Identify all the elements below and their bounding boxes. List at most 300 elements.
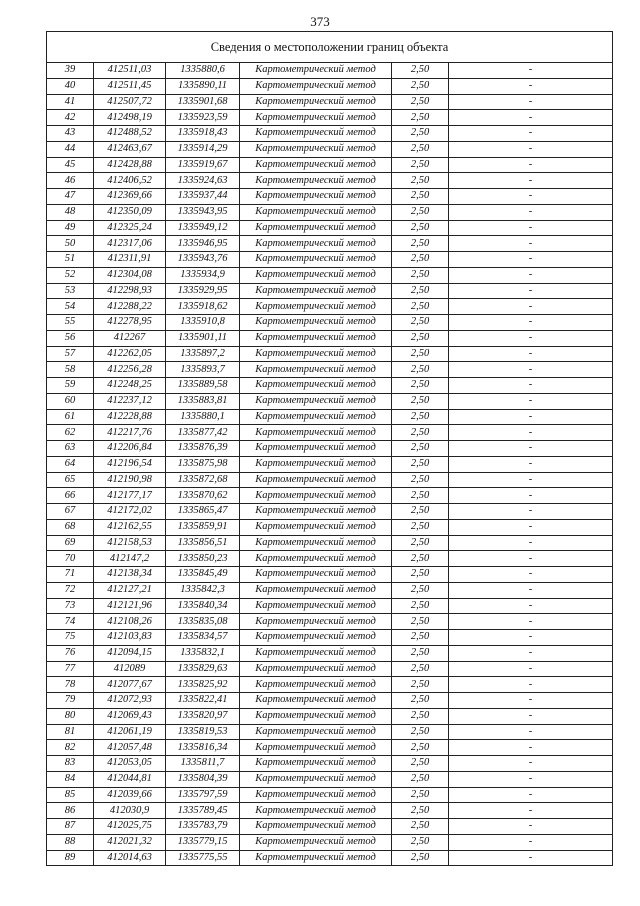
precision-cell: 2,50 bbox=[392, 693, 449, 709]
description-cell: - bbox=[449, 189, 613, 205]
method-cell: Картометрический метод bbox=[240, 441, 392, 457]
method-cell: Картометрический метод bbox=[240, 803, 392, 819]
description-cell: - bbox=[449, 819, 613, 835]
precision-cell: 2,50 bbox=[392, 299, 449, 315]
point-number-cell: 66 bbox=[47, 488, 94, 504]
y-coordinate-cell: 1335804,39 bbox=[166, 771, 240, 787]
precision-cell: 2,50 bbox=[392, 63, 449, 79]
description-cell: - bbox=[449, 630, 613, 646]
table-row bbox=[47, 708, 613, 724]
x-coordinate-cell: 412311,91 bbox=[94, 252, 166, 268]
point-number-cell: 82 bbox=[47, 740, 94, 756]
description-cell: - bbox=[449, 456, 613, 472]
point-number-cell: 76 bbox=[47, 645, 94, 661]
precision-cell: 2,50 bbox=[392, 362, 449, 378]
precision-cell: 2,50 bbox=[392, 771, 449, 787]
precision-cell: 2,50 bbox=[392, 551, 449, 567]
x-coordinate-cell: 412147,2 bbox=[94, 551, 166, 567]
description-cell: - bbox=[449, 834, 613, 850]
y-coordinate-cell: 1335822,41 bbox=[166, 693, 240, 709]
table-row bbox=[47, 425, 613, 441]
method-cell: Картометрический метод bbox=[240, 173, 392, 189]
method-cell: Картометрический метод bbox=[240, 819, 392, 835]
description-cell: - bbox=[449, 267, 613, 283]
y-coordinate-cell: 1335880,6 bbox=[166, 63, 240, 79]
table-row bbox=[47, 614, 613, 630]
description-cell: - bbox=[449, 204, 613, 220]
table-row bbox=[47, 393, 613, 409]
point-number-cell: 72 bbox=[47, 582, 94, 598]
precision-cell: 2,50 bbox=[392, 535, 449, 551]
description-cell: - bbox=[449, 378, 613, 394]
y-coordinate-cell: 1335924,63 bbox=[166, 173, 240, 189]
table-row bbox=[47, 850, 613, 866]
precision-cell: 2,50 bbox=[392, 346, 449, 362]
x-coordinate-cell: 412298,93 bbox=[94, 283, 166, 299]
x-coordinate-cell: 412030,9 bbox=[94, 803, 166, 819]
y-coordinate-cell: 1335929,95 bbox=[166, 283, 240, 299]
x-coordinate-cell: 412317,06 bbox=[94, 236, 166, 252]
x-coordinate-cell: 412350,09 bbox=[94, 204, 166, 220]
y-coordinate-cell: 1335779,15 bbox=[166, 834, 240, 850]
point-number-cell: 61 bbox=[47, 409, 94, 425]
precision-cell: 2,50 bbox=[392, 393, 449, 409]
precision-cell: 2,50 bbox=[392, 78, 449, 94]
precision-cell: 2,50 bbox=[392, 504, 449, 520]
y-coordinate-cell: 1335834,57 bbox=[166, 630, 240, 646]
point-number-cell: 80 bbox=[47, 708, 94, 724]
method-cell: Картометрический метод bbox=[240, 378, 392, 394]
method-cell: Картометрический метод bbox=[240, 346, 392, 362]
precision-cell: 2,50 bbox=[392, 614, 449, 630]
x-coordinate-cell: 412190,98 bbox=[94, 472, 166, 488]
y-coordinate-cell: 1335877,42 bbox=[166, 425, 240, 441]
precision-cell: 2,50 bbox=[392, 283, 449, 299]
method-cell: Картометрический метод bbox=[240, 204, 392, 220]
table-row bbox=[47, 173, 613, 189]
y-coordinate-cell: 1335893,7 bbox=[166, 362, 240, 378]
precision-cell: 2,50 bbox=[392, 252, 449, 268]
y-coordinate-cell: 1335943,76 bbox=[166, 252, 240, 268]
method-cell: Картометрический метод bbox=[240, 740, 392, 756]
x-coordinate-cell: 412162,55 bbox=[94, 519, 166, 535]
y-coordinate-cell: 1335918,62 bbox=[166, 299, 240, 315]
x-coordinate-cell: 412094,15 bbox=[94, 645, 166, 661]
method-cell: Картометрический метод bbox=[240, 330, 392, 346]
method-cell: Картометрический метод bbox=[240, 850, 392, 866]
precision-cell: 2,50 bbox=[392, 236, 449, 252]
method-cell: Картометрический метод bbox=[240, 771, 392, 787]
point-number-cell: 67 bbox=[47, 504, 94, 520]
y-coordinate-cell: 1335937,44 bbox=[166, 189, 240, 205]
x-coordinate-cell: 412138,34 bbox=[94, 567, 166, 583]
point-number-cell: 42 bbox=[47, 110, 94, 126]
point-number-cell: 70 bbox=[47, 551, 94, 567]
method-cell: Картометрический метод bbox=[240, 787, 392, 803]
x-coordinate-cell: 412044,81 bbox=[94, 771, 166, 787]
method-cell: Картометрический метод bbox=[240, 456, 392, 472]
y-coordinate-cell: 1335919,67 bbox=[166, 157, 240, 173]
point-number-cell: 86 bbox=[47, 803, 94, 819]
precision-cell: 2,50 bbox=[392, 378, 449, 394]
y-coordinate-cell: 1335923,59 bbox=[166, 110, 240, 126]
x-coordinate-cell: 412256,28 bbox=[94, 362, 166, 378]
x-coordinate-cell: 412217,76 bbox=[94, 425, 166, 441]
precision-cell: 2,50 bbox=[392, 819, 449, 835]
x-coordinate-cell: 412103,83 bbox=[94, 630, 166, 646]
table-row bbox=[47, 771, 613, 787]
method-cell: Картометрический метод bbox=[240, 724, 392, 740]
y-coordinate-cell: 1335875,98 bbox=[166, 456, 240, 472]
method-cell: Картометрический метод bbox=[240, 519, 392, 535]
description-cell: - bbox=[449, 803, 613, 819]
y-coordinate-cell: 1335910,8 bbox=[166, 315, 240, 331]
precision-cell: 2,50 bbox=[392, 189, 449, 205]
point-number-cell: 55 bbox=[47, 315, 94, 331]
method-cell: Картометрический метод bbox=[240, 551, 392, 567]
table-row bbox=[47, 504, 613, 520]
table-row bbox=[47, 220, 613, 236]
point-number-cell: 51 bbox=[47, 252, 94, 268]
x-coordinate-cell: 412108,26 bbox=[94, 614, 166, 630]
point-number-cell: 69 bbox=[47, 535, 94, 551]
table-row bbox=[47, 519, 613, 535]
table-row bbox=[47, 441, 613, 457]
table-row bbox=[47, 110, 613, 126]
table-row bbox=[47, 267, 613, 283]
x-coordinate-cell: 412014,63 bbox=[94, 850, 166, 866]
x-coordinate-cell: 412206,84 bbox=[94, 441, 166, 457]
point-number-cell: 50 bbox=[47, 236, 94, 252]
method-cell: Картометрический метод bbox=[240, 614, 392, 630]
method-cell: Картометрический метод bbox=[240, 63, 392, 79]
method-cell: Картометрический метод bbox=[240, 708, 392, 724]
x-coordinate-cell: 412196,54 bbox=[94, 456, 166, 472]
description-cell: - bbox=[449, 850, 613, 866]
method-cell: Картометрический метод bbox=[240, 141, 392, 157]
boundary-coordinates-table bbox=[46, 31, 613, 866]
table-row bbox=[47, 283, 613, 299]
precision-cell: 2,50 bbox=[392, 425, 449, 441]
description-cell: - bbox=[449, 173, 613, 189]
description-cell: - bbox=[449, 283, 613, 299]
table-row bbox=[47, 456, 613, 472]
x-coordinate-cell: 412511,03 bbox=[94, 63, 166, 79]
point-number-cell: 73 bbox=[47, 598, 94, 614]
table-row bbox=[47, 236, 613, 252]
description-cell: - bbox=[449, 614, 613, 630]
table-row bbox=[47, 693, 613, 709]
point-number-cell: 64 bbox=[47, 456, 94, 472]
y-coordinate-cell: 1335865,47 bbox=[166, 504, 240, 520]
description-cell: - bbox=[449, 126, 613, 142]
method-cell: Картометрический метод bbox=[240, 110, 392, 126]
x-coordinate-cell: 412077,67 bbox=[94, 677, 166, 693]
y-coordinate-cell: 1335840,34 bbox=[166, 598, 240, 614]
y-coordinate-cell: 1335872,68 bbox=[166, 472, 240, 488]
precision-cell: 2,50 bbox=[392, 519, 449, 535]
x-coordinate-cell: 412228,88 bbox=[94, 409, 166, 425]
table-row bbox=[47, 661, 613, 677]
y-coordinate-cell: 1335889,58 bbox=[166, 378, 240, 394]
description-cell: - bbox=[449, 362, 613, 378]
y-coordinate-cell: 1335819,53 bbox=[166, 724, 240, 740]
precision-cell: 2,50 bbox=[392, 724, 449, 740]
point-number-cell: 68 bbox=[47, 519, 94, 535]
description-cell: - bbox=[449, 661, 613, 677]
precision-cell: 2,50 bbox=[392, 126, 449, 142]
table-row bbox=[47, 756, 613, 772]
table-row bbox=[47, 803, 613, 819]
x-coordinate-cell: 412248,25 bbox=[94, 378, 166, 394]
method-cell: Картометрический метод bbox=[240, 252, 392, 268]
x-coordinate-cell: 412121,96 bbox=[94, 598, 166, 614]
point-number-cell: 65 bbox=[47, 472, 94, 488]
precision-cell: 2,50 bbox=[392, 787, 449, 803]
precision-cell: 2,50 bbox=[392, 315, 449, 331]
x-coordinate-cell: 412237,12 bbox=[94, 393, 166, 409]
table-row bbox=[47, 378, 613, 394]
method-cell: Картометрический метод bbox=[240, 472, 392, 488]
table-row bbox=[47, 598, 613, 614]
y-coordinate-cell: 1335876,39 bbox=[166, 441, 240, 457]
method-cell: Картометрический метод bbox=[240, 834, 392, 850]
description-cell: - bbox=[449, 63, 613, 79]
point-number-cell: 49 bbox=[47, 220, 94, 236]
description-cell: - bbox=[449, 252, 613, 268]
y-coordinate-cell: 1335859,91 bbox=[166, 519, 240, 535]
table-row bbox=[47, 141, 613, 157]
point-number-cell: 45 bbox=[47, 157, 94, 173]
description-cell: - bbox=[449, 567, 613, 583]
precision-cell: 2,50 bbox=[392, 204, 449, 220]
point-number-cell: 46 bbox=[47, 173, 94, 189]
point-number-cell: 83 bbox=[47, 756, 94, 772]
description-cell: - bbox=[449, 535, 613, 551]
point-number-cell: 59 bbox=[47, 378, 94, 394]
method-cell: Картометрический метод bbox=[240, 126, 392, 142]
y-coordinate-cell: 1335949,12 bbox=[166, 220, 240, 236]
description-cell: - bbox=[449, 157, 613, 173]
table-row bbox=[47, 834, 613, 850]
description-cell: - bbox=[449, 519, 613, 535]
y-coordinate-cell: 1335943,95 bbox=[166, 204, 240, 220]
precision-cell: 2,50 bbox=[392, 220, 449, 236]
table-row bbox=[47, 645, 613, 661]
point-number-cell: 87 bbox=[47, 819, 94, 835]
precision-cell: 2,50 bbox=[392, 330, 449, 346]
point-number-cell: 52 bbox=[47, 267, 94, 283]
x-coordinate-cell: 412158,53 bbox=[94, 535, 166, 551]
method-cell: Картометрический метод bbox=[240, 283, 392, 299]
point-number-cell: 48 bbox=[47, 204, 94, 220]
precision-cell: 2,50 bbox=[392, 598, 449, 614]
precision-cell: 2,50 bbox=[392, 740, 449, 756]
precision-cell: 2,50 bbox=[392, 708, 449, 724]
description-cell: - bbox=[449, 645, 613, 661]
table-row bbox=[47, 315, 613, 331]
point-number-cell: 62 bbox=[47, 425, 94, 441]
section-title: Сведения о местоположении границ объекта bbox=[47, 32, 613, 63]
precision-cell: 2,50 bbox=[392, 582, 449, 598]
table-row bbox=[47, 78, 613, 94]
x-coordinate-cell: 412069,43 bbox=[94, 708, 166, 724]
precision-cell: 2,50 bbox=[392, 803, 449, 819]
table-row bbox=[47, 472, 613, 488]
description-cell: - bbox=[449, 94, 613, 110]
x-coordinate-cell: 412278,95 bbox=[94, 315, 166, 331]
description-cell: - bbox=[449, 441, 613, 457]
y-coordinate-cell: 1335775,55 bbox=[166, 850, 240, 866]
point-number-cell: 75 bbox=[47, 630, 94, 646]
method-cell: Картометрический метод bbox=[240, 567, 392, 583]
point-number-cell: 39 bbox=[47, 63, 94, 79]
method-cell: Картометрический метод bbox=[240, 504, 392, 520]
method-cell: Картометрический метод bbox=[240, 267, 392, 283]
point-number-cell: 57 bbox=[47, 346, 94, 362]
description-cell: - bbox=[449, 488, 613, 504]
x-coordinate-cell: 412507,72 bbox=[94, 94, 166, 110]
description-cell: - bbox=[449, 393, 613, 409]
description-cell: - bbox=[449, 787, 613, 803]
table-row bbox=[47, 740, 613, 756]
point-number-cell: 47 bbox=[47, 189, 94, 205]
y-coordinate-cell: 1335890,11 bbox=[166, 78, 240, 94]
point-number-cell: 84 bbox=[47, 771, 94, 787]
y-coordinate-cell: 1335825,92 bbox=[166, 677, 240, 693]
method-cell: Картометрический метод bbox=[240, 94, 392, 110]
precision-cell: 2,50 bbox=[392, 630, 449, 646]
method-cell: Картометрический метод bbox=[240, 645, 392, 661]
y-coordinate-cell: 1335783,79 bbox=[166, 819, 240, 835]
table-row bbox=[47, 126, 613, 142]
precision-cell: 2,50 bbox=[392, 834, 449, 850]
point-number-cell: 56 bbox=[47, 330, 94, 346]
description-cell: - bbox=[449, 346, 613, 362]
x-coordinate-cell: 412406,52 bbox=[94, 173, 166, 189]
precision-cell: 2,50 bbox=[392, 409, 449, 425]
precision-cell: 2,50 bbox=[392, 756, 449, 772]
point-number-cell: 89 bbox=[47, 850, 94, 866]
table-row bbox=[47, 189, 613, 205]
table-row bbox=[47, 535, 613, 551]
description-cell: - bbox=[449, 551, 613, 567]
table-row bbox=[47, 299, 613, 315]
x-coordinate-cell: 412057,48 bbox=[94, 740, 166, 756]
method-cell: Картометрический метод bbox=[240, 488, 392, 504]
description-cell: - bbox=[449, 110, 613, 126]
point-number-cell: 44 bbox=[47, 141, 94, 157]
y-coordinate-cell: 1335897,2 bbox=[166, 346, 240, 362]
y-coordinate-cell: 1335816,34 bbox=[166, 740, 240, 756]
table-row bbox=[47, 488, 613, 504]
precision-cell: 2,50 bbox=[392, 472, 449, 488]
description-cell: - bbox=[449, 472, 613, 488]
description-cell: - bbox=[449, 771, 613, 787]
x-coordinate-cell: 412288,22 bbox=[94, 299, 166, 315]
precision-cell: 2,50 bbox=[392, 850, 449, 866]
y-coordinate-cell: 1335811,7 bbox=[166, 756, 240, 772]
table-row bbox=[47, 724, 613, 740]
point-number-cell: 54 bbox=[47, 299, 94, 315]
table-row bbox=[47, 94, 613, 110]
point-number-cell: 81 bbox=[47, 724, 94, 740]
method-cell: Картометрический метод bbox=[240, 582, 392, 598]
y-coordinate-cell: 1335820,97 bbox=[166, 708, 240, 724]
point-number-cell: 60 bbox=[47, 393, 94, 409]
description-cell: - bbox=[449, 299, 613, 315]
y-coordinate-cell: 1335832,1 bbox=[166, 645, 240, 661]
description-cell: - bbox=[449, 330, 613, 346]
y-coordinate-cell: 1335914,29 bbox=[166, 141, 240, 157]
x-coordinate-cell: 412127,21 bbox=[94, 582, 166, 598]
y-coordinate-cell: 1335934,9 bbox=[166, 267, 240, 283]
precision-cell: 2,50 bbox=[392, 645, 449, 661]
table-row bbox=[47, 63, 613, 79]
table-row bbox=[47, 677, 613, 693]
point-number-cell: 71 bbox=[47, 567, 94, 583]
point-number-cell: 79 bbox=[47, 693, 94, 709]
x-coordinate-cell: 412267 bbox=[94, 330, 166, 346]
method-cell: Картометрический метод bbox=[240, 693, 392, 709]
table-row bbox=[47, 787, 613, 803]
precision-cell: 2,50 bbox=[392, 456, 449, 472]
y-coordinate-cell: 1335901,68 bbox=[166, 94, 240, 110]
description-cell: - bbox=[449, 598, 613, 614]
precision-cell: 2,50 bbox=[392, 567, 449, 583]
y-coordinate-cell: 1335850,23 bbox=[166, 551, 240, 567]
table-row bbox=[47, 157, 613, 173]
precision-cell: 2,50 bbox=[392, 441, 449, 457]
method-cell: Картометрический метод bbox=[240, 425, 392, 441]
method-cell: Картометрический метод bbox=[240, 661, 392, 677]
y-coordinate-cell: 1335883,81 bbox=[166, 393, 240, 409]
table-row bbox=[47, 330, 613, 346]
method-cell: Картометрический метод bbox=[240, 756, 392, 772]
method-cell: Картометрический метод bbox=[240, 677, 392, 693]
x-coordinate-cell: 412488,52 bbox=[94, 126, 166, 142]
point-number-cell: 63 bbox=[47, 441, 94, 457]
description-cell: - bbox=[449, 78, 613, 94]
point-number-cell: 88 bbox=[47, 834, 94, 850]
method-cell: Картометрический метод bbox=[240, 393, 392, 409]
method-cell: Картометрический метод bbox=[240, 189, 392, 205]
y-coordinate-cell: 1335946,95 bbox=[166, 236, 240, 252]
x-coordinate-cell: 412039,66 bbox=[94, 787, 166, 803]
precision-cell: 2,50 bbox=[392, 94, 449, 110]
x-coordinate-cell: 412325,24 bbox=[94, 220, 166, 236]
method-cell: Картометрический метод bbox=[240, 315, 392, 331]
y-coordinate-cell: 1335835,08 bbox=[166, 614, 240, 630]
x-coordinate-cell: 412511,45 bbox=[94, 78, 166, 94]
method-cell: Картометрический метод bbox=[240, 157, 392, 173]
method-cell: Картометрический метод bbox=[240, 78, 392, 94]
x-coordinate-cell: 412177,17 bbox=[94, 488, 166, 504]
description-cell: - bbox=[449, 236, 613, 252]
point-number-cell: 77 bbox=[47, 661, 94, 677]
x-coordinate-cell: 412025,75 bbox=[94, 819, 166, 835]
x-coordinate-cell: 412053,05 bbox=[94, 756, 166, 772]
point-number-cell: 53 bbox=[47, 283, 94, 299]
method-cell: Картометрический метод bbox=[240, 535, 392, 551]
description-cell: - bbox=[449, 740, 613, 756]
x-coordinate-cell: 412304,08 bbox=[94, 267, 166, 283]
table-row bbox=[47, 252, 613, 268]
y-coordinate-cell: 1335856,51 bbox=[166, 535, 240, 551]
point-number-cell: 43 bbox=[47, 126, 94, 142]
table-row bbox=[47, 582, 613, 598]
precision-cell: 2,50 bbox=[392, 677, 449, 693]
